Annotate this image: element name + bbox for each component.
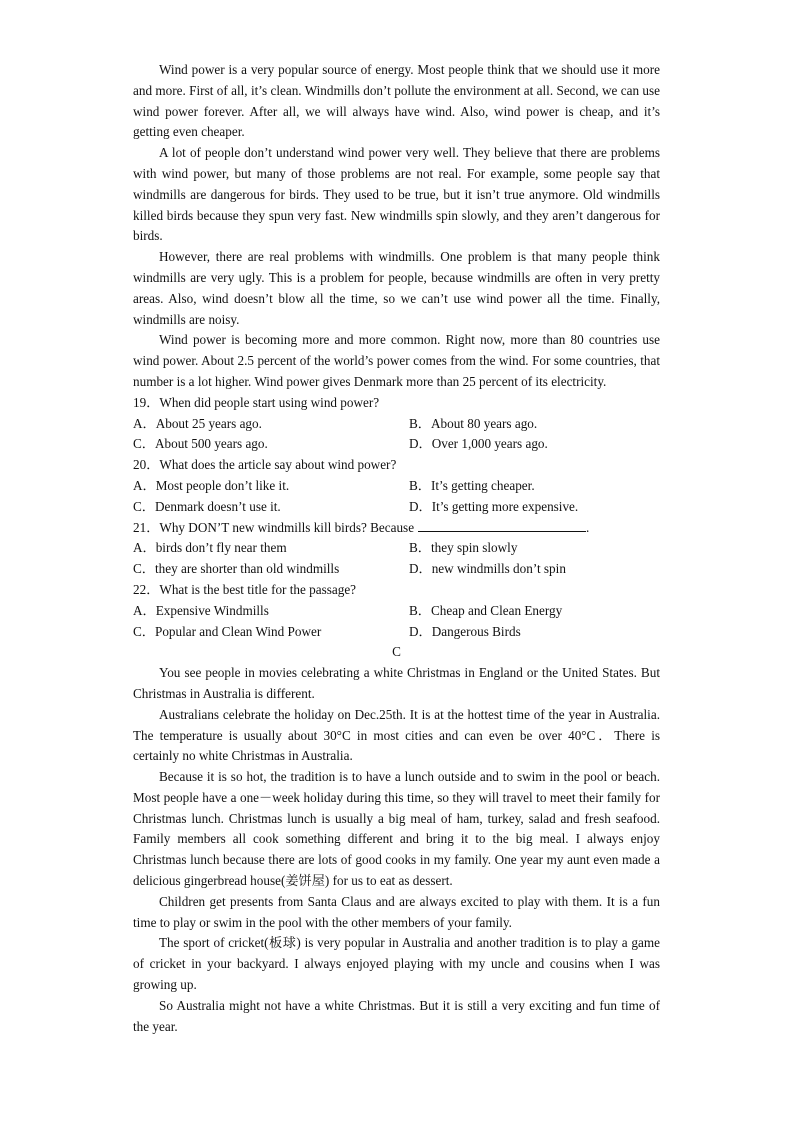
question-19-stem: 19．When did people start using wind power?	[133, 394, 380, 410]
option-c: C．Popular and Clean Wind Power	[133, 623, 322, 639]
option-d: D．new windmills don’t spin	[409, 561, 566, 577]
option-a: A．Most people don’t like it.	[133, 477, 290, 493]
question-20-options-row-2	[133, 497, 660, 518]
option-d: D．Over 1,000 years ago.	[409, 436, 548, 452]
question-19-options-row-1	[133, 414, 660, 435]
option-a: A．Expensive Windmills	[133, 602, 269, 618]
option-b: B．About 80 years ago.	[409, 415, 538, 431]
option-c: C．Denmark doesn’t use it.	[133, 498, 281, 514]
paragraph: Wind power is becoming more and more common. Right now, more than 80 countries use wind power. About 2.5 percent of the world’s power comes from the wind. For some countries, that number is a lot higher. Wind power gives Denmark more than 25 percent of its electricity.	[133, 332, 660, 389]
paragraph: So Australia might not have a white Christmas. But it is still a very exciting and fun time of the year.	[133, 997, 660, 1034]
paragraph: Australians celebrate the holiday on Dec.25th. It is at the hottest time of the year in Australia. The temperature is usually about 30°C in most cities and can even be over 40°C．There is certainly no white Christmas in Australia.	[133, 706, 660, 764]
section-label: C	[392, 644, 401, 660]
question-20-stem: 20．What does the article say about wind power?	[133, 457, 397, 473]
paragraph: Wind power is a very popular source of energy. Most people think that we should use it more and more. First of all, it’s clean. Windmills don’t pollute the environment at all. Second, we can use wind power forever. After all, we will always have wind. Also, wind power is cheap, and it’s getting even cheaper.	[133, 62, 660, 140]
option-b: B．It’s getting cheaper.	[409, 477, 535, 493]
question-21-stem-line	[133, 518, 660, 539]
question-19-options-row-2	[133, 434, 660, 455]
option-c: C．they are shorter than old windmills	[133, 561, 340, 577]
paragraph: The sport of cricket(板球) is very popular in Australia and another tradition is to play a game of cricket in your backyard. I always enjoyed playing with my uncle and cousins when I was growing up.	[133, 935, 660, 993]
option-a: A．birds don’t fly near them	[133, 540, 287, 556]
option-b: B．they spin slowly	[409, 540, 518, 556]
paragraph: However, there are real problems with windmills. One problem is that many people think windmills are very ugly. This is a problem for people, because windmills are often in very pretty areas. Also, wind doesn’t blow all the time, so we can’t use wind power all the time. Finally, windmills are noisy.	[133, 249, 660, 327]
option-d: D．It’s getting more expensive.	[409, 498, 579, 514]
option-d: D．Dangerous Birds	[409, 623, 521, 639]
option-b: B．Cheap and Clean Energy	[409, 602, 563, 618]
paragraph: Because it is so hot, the tradition is to have a lunch outside and to swim in the pool or beach. Most people have a one－week holiday during this time, so they will travel to meet their family for Christmas lunch. Christmas lunch is usually a big meal of ham, turkey, salad and fresh seafood. Family members all cook something different and bring it to the big meal. I always enjoy Christmas lunch because there are lots of good cooks in my family. One year my aunt even made a delicious gingerbread house(姜饼屋) for us to eat as dessert.	[133, 769, 660, 889]
option-a: A．About 25 years ago.	[133, 415, 262, 431]
answer-blank	[418, 518, 586, 532]
question-22-stem: 22．What is the best title for the passage?	[133, 581, 357, 597]
question-21-options-row-2	[133, 559, 660, 580]
paragraph: Children get presents from Santa Claus and are always excited to play with them. It is a fun time to play or swim in the pool with the other members of your family.	[133, 893, 660, 930]
document-page	[133, 60, 660, 1037]
paragraph: A lot of people don’t understand wind power very well. They believe that there are problems with wind power, but many of those problems are not real. For example, some people say that windmills are dangerous for birds. They used to be true, but it isn’t true anymore. Old windmills killed birds because they spun very fast. New windmills spin slowly, and they aren’t dangerous for birds.	[133, 145, 660, 244]
question-20-options-row-1	[133, 476, 660, 497]
question-22-options-row-1	[133, 601, 660, 622]
paragraph: You see people in movies celebrating a white Christmas in England or the United States. But Christmas in Australia is different.	[133, 665, 660, 701]
question-22-options-row-2	[133, 622, 660, 643]
option-c: C．About 500 years ago.	[133, 436, 268, 452]
question-21-options-row-1	[133, 538, 660, 559]
question-21-stem-end: .	[586, 519, 590, 535]
question-21-stem: 21．Why DON’T new windmills kill birds? Because	[133, 519, 415, 535]
